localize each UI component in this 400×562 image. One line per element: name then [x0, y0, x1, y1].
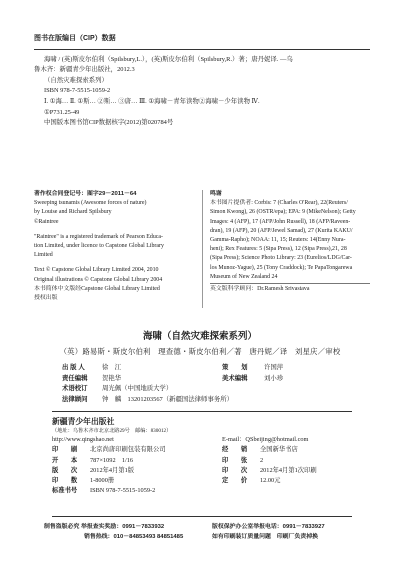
pub-label: 定 价	[222, 476, 248, 484]
copyright-line: 本书简体中文版经Capstone Global Library Limited	[34, 285, 160, 292]
copyright-line: "Raintree" is a registered trademark of Pearson Educa-	[34, 233, 163, 240]
cip-isbn: ISBN 978-7-5515-1059-2	[44, 87, 111, 95]
publication-row	[52, 456, 352, 466]
credits-line: los Munoz-Yague), 25 (Tony Craddock); Te PapaTongarewa	[210, 264, 353, 271]
staff-label: 法律顾问	[62, 395, 88, 403]
publisher-website: http://www.qingshao.net	[52, 436, 114, 444]
staff-row	[52, 395, 352, 406]
publication-row	[52, 466, 352, 476]
staff-label: 术语校订	[62, 385, 88, 393]
publication-row	[52, 486, 352, 496]
pub-value: 北京尚唐印刷包装有限公司	[90, 446, 166, 454]
cip-divider	[34, 49, 370, 50]
copyright-line: 授权出版	[34, 295, 58, 302]
staff-row	[52, 363, 352, 374]
copyright-registration: 著作权合同登记号：图字29－2011－64	[34, 191, 137, 197]
pub-isbn: ISBN 978-7-5515-1059-2	[90, 487, 156, 495]
credits-line: 本书图片提供者: Corbis: 7 (Charles O'Rear), 22(Reuters/	[210, 200, 348, 207]
credits-title: 鸣谢	[210, 191, 222, 197]
section-divider	[52, 516, 352, 517]
pub-label: 版 次	[52, 466, 78, 474]
publisher-contact-row	[52, 435, 352, 445]
pub-label: 标准书号	[52, 487, 78, 495]
cip-line: （自然灾难探索系列）	[44, 76, 108, 84]
staff-row	[52, 384, 352, 395]
piracy-hotline: 制售盗版必究 举报查实奖励：0991－7833932	[44, 524, 165, 530]
pub-label: 开 本	[52, 456, 78, 464]
staff-list	[52, 363, 352, 405]
pub-value: 2012年4月第1次印刷	[260, 466, 317, 474]
column-divider	[202, 190, 203, 308]
cip-line: ①P731.25-49	[44, 108, 80, 116]
pub-value: 787×1092 1/16	[90, 456, 134, 464]
publication-row	[52, 476, 352, 486]
copyright-info	[34, 190, 192, 303]
publisher-email: E-mail：QSbeijing@hotmail.com	[222, 436, 309, 444]
cip-line: 海啸 / (英)斯皮尔伯利（Spilsbury,L.），(英)斯皮尔伯利（Spilsbury,R.）著；唐丹妮译. —乌	[44, 55, 293, 63]
copyright-line: Limited	[34, 252, 53, 259]
quality-notice: 如有印刷装订质量问题 印刷厂负责掉换	[212, 534, 319, 540]
cip-line: 鲁木齐：新疆青少年出版社，2012.3	[34, 66, 135, 74]
book-authors: （英）路易斯・斯皮尔伯利 理查德・斯皮尔伯利／著 唐丹妮／译 刘星庆／审校	[59, 347, 341, 356]
rights-and-credits	[34, 190, 370, 310]
credits-line: (Sipa Press); Science Photo Library: 23 (Eurelios/LDG/Car-	[210, 255, 352, 262]
pub-value: 2	[260, 456, 264, 464]
cip-line: Ⅰ. ①海… Ⅱ. ①斯… ②斯… ③唐… Ⅲ. ①海啸－青年读物②海啸－少年读物 Ⅳ.	[44, 97, 260, 105]
pub-value: 12.00元	[260, 476, 281, 484]
pub-label: 印 数	[52, 476, 78, 484]
staff-value: 刘小珍	[264, 374, 284, 382]
footer-notices	[44, 522, 364, 542]
credits-line: Museum of New Zealand 24	[210, 273, 278, 280]
staff-label: 责任编辑	[62, 374, 88, 382]
staff-label: 策 划	[222, 364, 248, 371]
copyright-line: by Louise and Richard Spilsbury	[34, 209, 112, 216]
staff-label: 美术编辑	[222, 374, 248, 382]
copyright-line: Text © Capstone Global Library Limited 2004, 2010	[34, 267, 159, 274]
book-title: 海啸（自然灾难探索系列）	[142, 331, 257, 342]
credits-line: dran), 19 (AFP), 20 (AFP/Jewel Samad), 27 (Kurita KAKU/	[210, 227, 353, 234]
pub-label: 印 次	[222, 466, 248, 474]
staff-value: 徐 江	[102, 364, 122, 371]
staff-value: 钟 麟 13201203567（新疆国法律师事务所）	[102, 395, 234, 403]
footer-row	[44, 532, 364, 542]
copyright-line: tion Limited, under licence to Capstone Global Library	[34, 243, 164, 250]
publisher-address: （地址：乌鲁木齐市北京北路29号 邮编：830012）	[52, 428, 172, 435]
science-advisor: 英文版科学顾问：Dr.Ramesh Srivastava	[210, 283, 370, 294]
copyright-line: ©Raintree	[34, 218, 59, 225]
pub-value: 全国新华书店	[260, 446, 298, 454]
credits-line: Images: 4 (AFP), 17 (AFP/John Russell), 18 (AFP/Raveen-	[210, 218, 351, 225]
footer-row	[44, 522, 364, 532]
pub-label: 印 刷	[52, 446, 78, 454]
credits-line: Gamma-Rapho); NOAA: 11, 15; Reuters: 14(Enny Nura-	[210, 237, 346, 244]
staff-value: 周光佩（中国地质大学）	[102, 385, 173, 393]
publication-row	[52, 445, 352, 455]
pub-value: 2012年4月第1版	[90, 466, 135, 474]
cip-title: 图书在版编目（CIP）数据	[34, 35, 116, 42]
publisher-block	[52, 417, 352, 496]
staff-row	[52, 374, 352, 385]
photo-credits	[210, 190, 370, 294]
cip-block	[34, 34, 370, 129]
section-divider	[52, 411, 352, 412]
copyright-line: Sweeping tsunamis (Awesome forces of nature)	[34, 200, 147, 207]
copyright-hotline: 版权保护办公室举报电话：0991－7833927	[212, 524, 325, 530]
staff-value: 贺艳华	[102, 374, 122, 382]
pub-label: 印 张	[222, 456, 248, 464]
sales-hotline: 销售热线：010－84853493 84851485	[84, 534, 184, 540]
pub-value: 1-8000册	[90, 476, 115, 484]
credits-line: Simon Kwong), 26 (OSTR/epa); EPA: 9 (MikeNelson); Getty	[210, 209, 356, 216]
publisher-name: 新疆青少年出版社	[52, 417, 115, 426]
staff-label: 出 版 人	[62, 364, 85, 371]
cip-record-number: 中国版本图书馆CIP数据核字(2012)第020784号	[44, 119, 174, 127]
staff-value: 许国萍	[264, 364, 284, 371]
copyright-line: Original illustrations © Capstone Global Library 2004	[34, 276, 163, 283]
credits-line: heni); Rex Features: 5 (Sipa Press), 12 (Sipa Press),21, 28	[210, 246, 347, 253]
pub-label: 经 销	[222, 446, 248, 454]
